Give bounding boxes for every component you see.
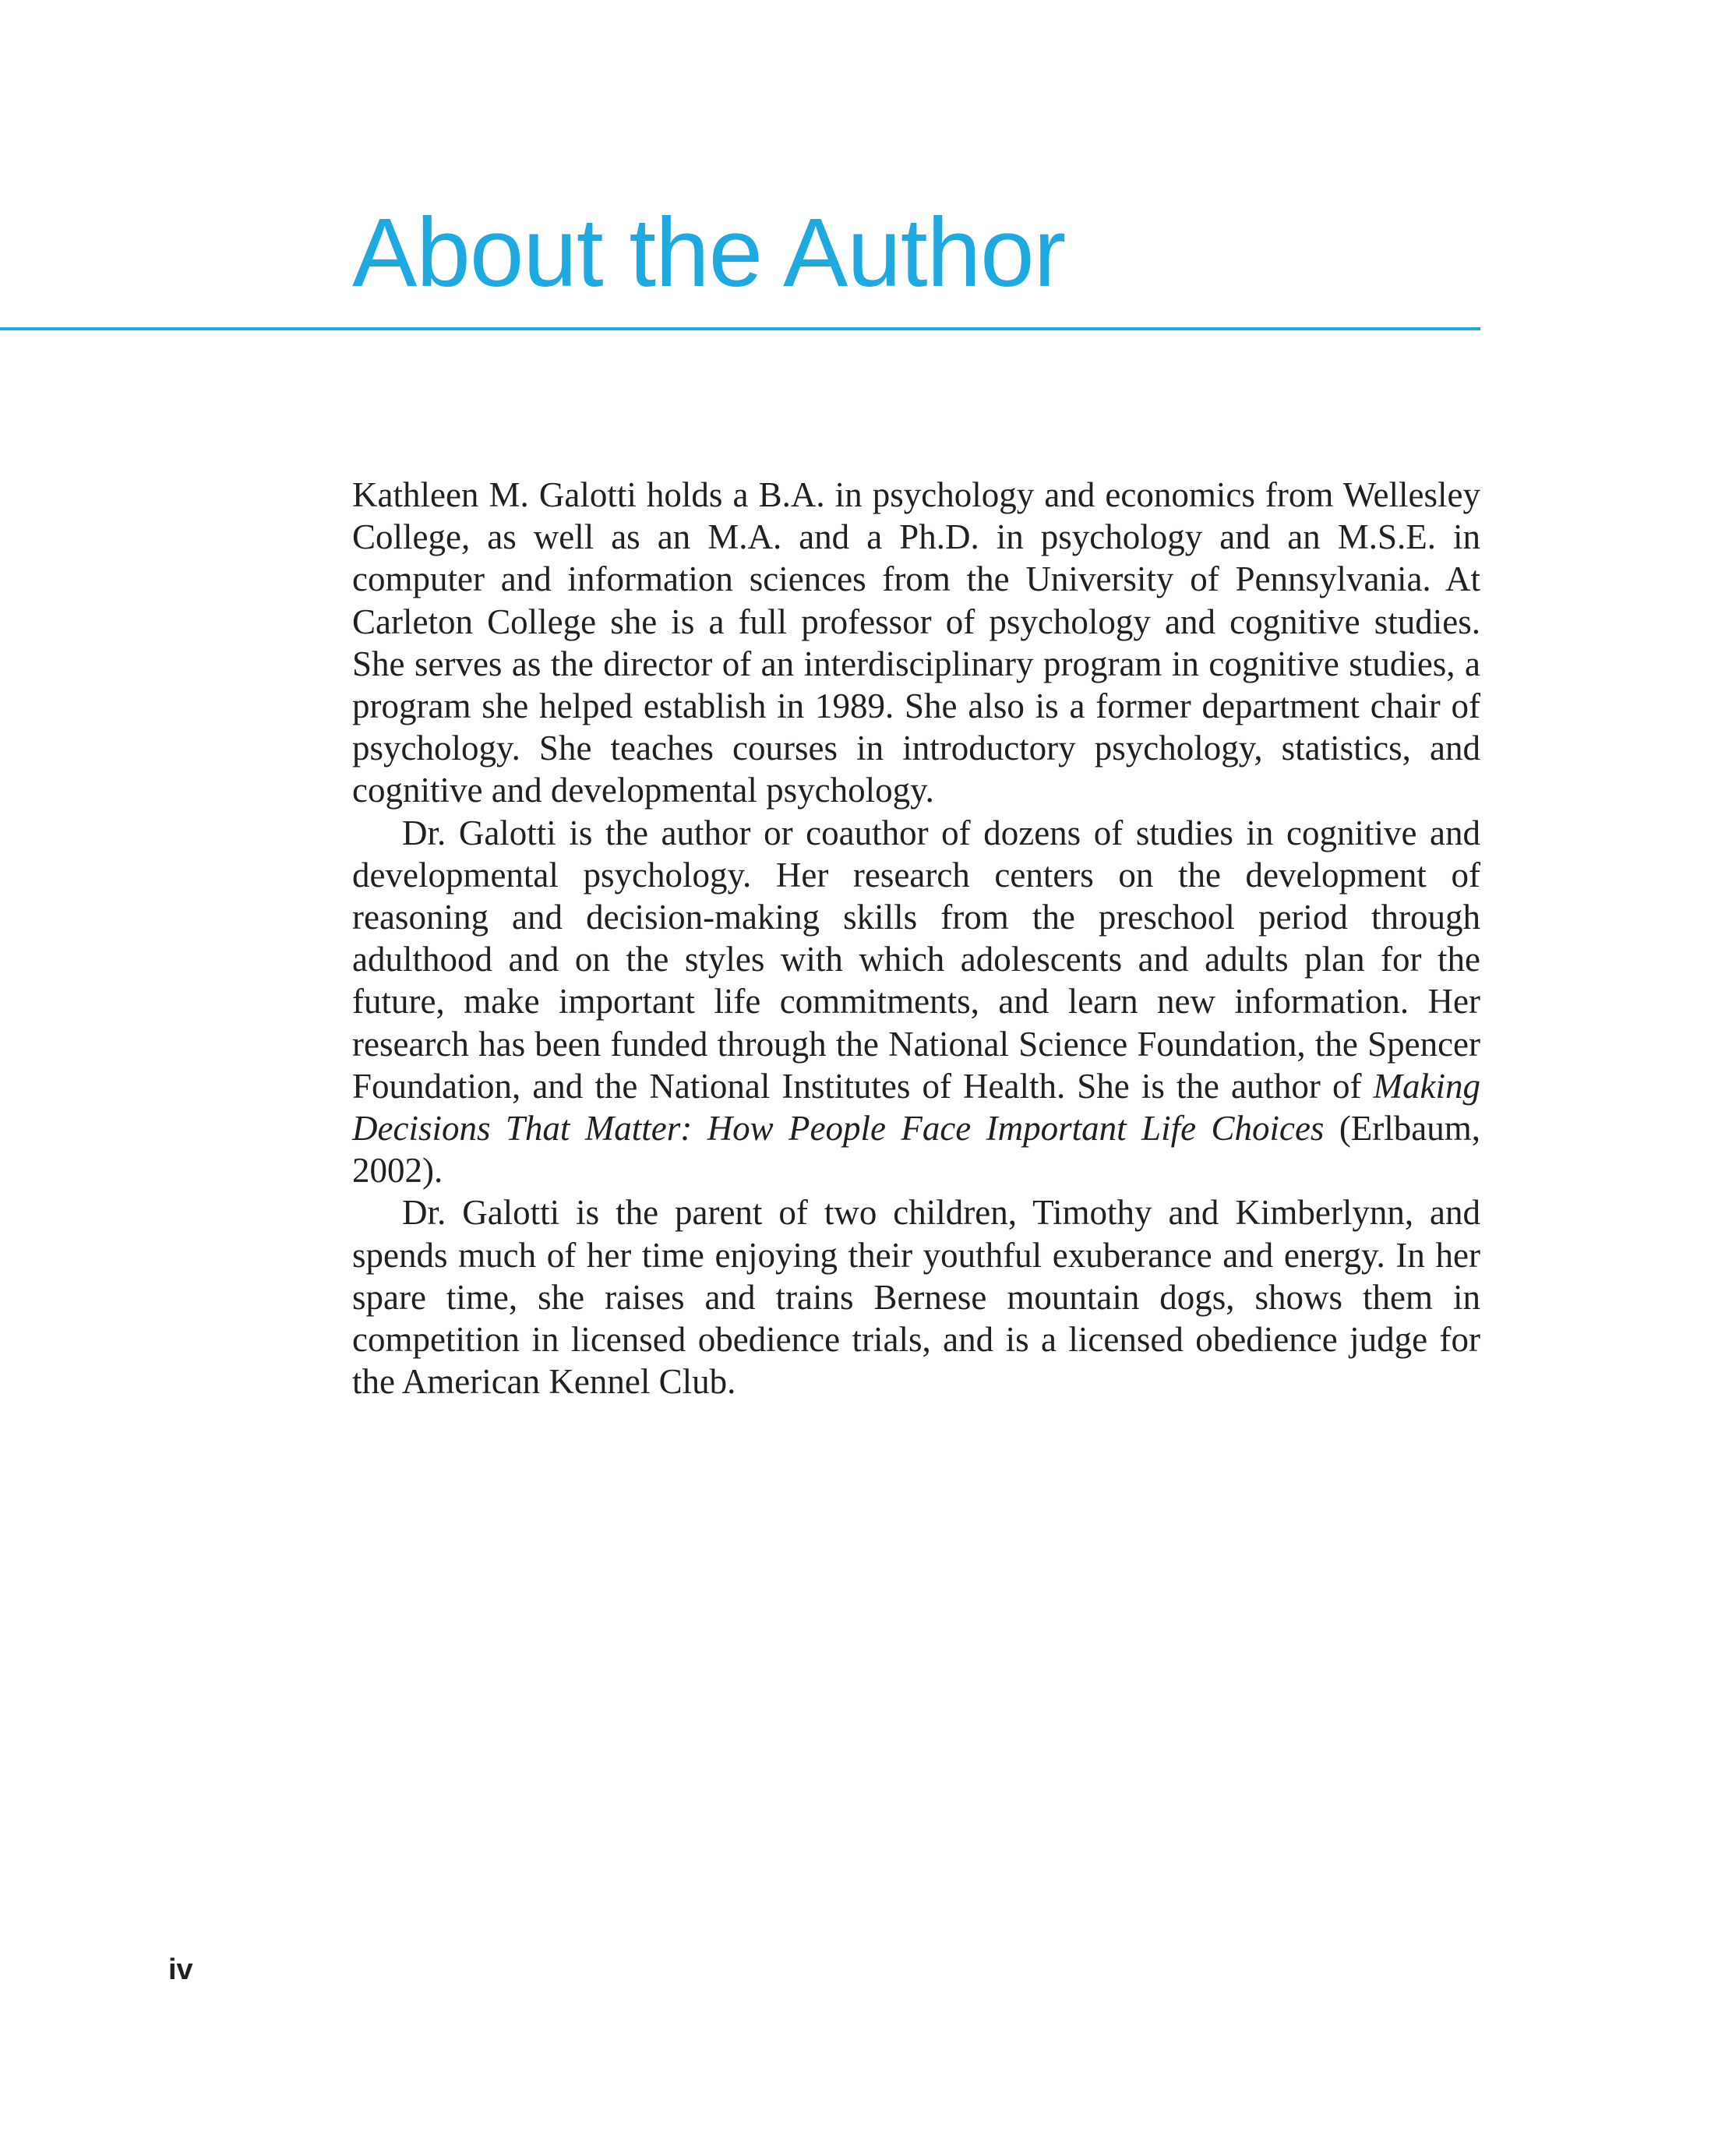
book-title: Making Decisions That Matter: How People Face Important Life Choices <box>352 1066 1480 1149</box>
bio-paragraph-1: Kathleen M. Galotti holds a B.A. in psychology and economics from Wellesley College, as well as an M.A. and a Ph.D. in psychology and an M.S.E. in computer and information sciences from the University of Pennsylvania. At Carleton College she is a full professor of psychology and cognitive studies. She serves as the director of an interdisciplinary program in cognitive studies, a program she helped establish in 1989. She also is a former department chair of psychology. She teaches courses in introductory psychology, statistics, and cognitive and developmental psychology. <box>352 475 1480 810</box>
page-number: iv <box>168 1953 193 1986</box>
bio-paragraph-2 <box>352 812 1480 1192</box>
author-bio <box>352 474 1480 1403</box>
bio-paragraph-2-text: Dr. Galotti is the author or coauthor of dozens of studies in cognitive and developmental psychology. Her research centers on the development of reasoning and decision-making skills from the preschool period through adulthood and on the styles with which adolescents and adults plan for the future, make important life commitments, and learn new information. Her research has been funded through the National Science Foundation, the Spencer Foundation, and the National Institutes of Health. She is the author of <box>352 813 1480 1106</box>
bio-paragraph-2-citation: (Erlbaum, 2002). <box>352 1109 1481 1191</box>
bio-paragraph-3: Dr. Galotti is the parent of two children, Timothy and Kimberlynn, and spends much of her time enjoying their youthful exuberance and energy. In her spare time, she raises and trains Bernese mountain dogs, shows them in competition in licensed obedience trials, and is a licensed obedience judge for the American Kennel Club. <box>352 1193 1480 1402</box>
page-title: About the Author <box>352 199 1066 307</box>
title-rule <box>0 327 1480 330</box>
